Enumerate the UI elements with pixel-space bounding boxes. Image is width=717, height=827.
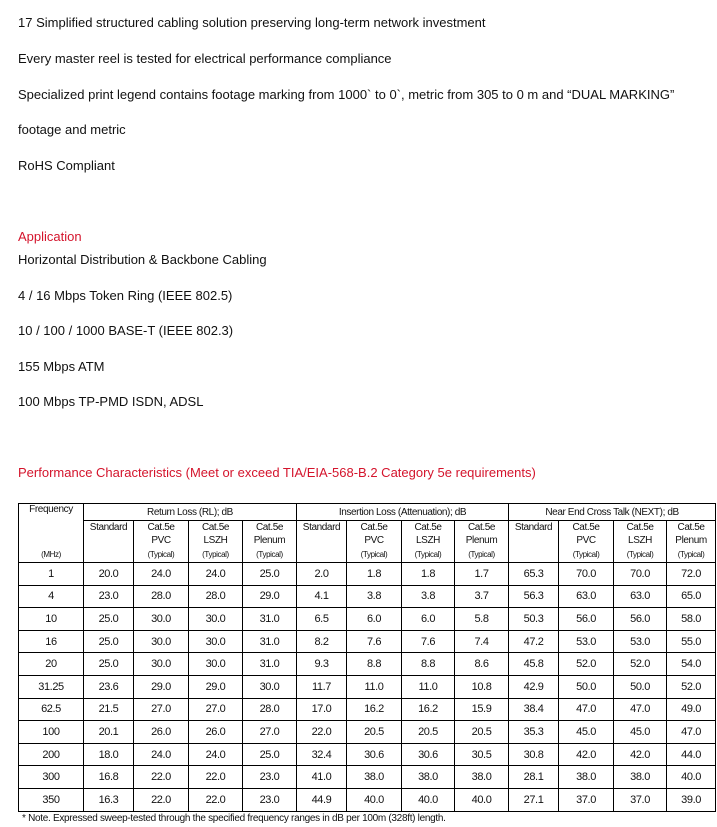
- value-cell: 30.8: [509, 743, 559, 766]
- column-header-line: Cat.5e: [201, 522, 230, 533]
- frequency-cell: 16: [19, 630, 84, 653]
- table-row: [19, 630, 716, 653]
- value-cell: 30.0: [243, 675, 297, 698]
- value-cell: 38.0: [347, 766, 402, 789]
- value-cell: 47.0: [667, 721, 716, 744]
- value-cell: 27.0: [189, 698, 243, 721]
- value-cell: 56.0: [559, 608, 614, 631]
- value-cell: 38.0: [455, 766, 509, 789]
- table-row: [19, 653, 716, 676]
- value-cell: 8.6: [455, 653, 509, 676]
- value-cell: 45.8: [509, 653, 559, 676]
- value-cell: 23.6: [84, 675, 134, 698]
- application-item: 100 Mbps TP-PMD ISDN, ADSL: [18, 394, 204, 409]
- table-footnote: * Note. Expressed sweep-tested through the specified frequency ranges in dB per 100m (328ft) length.: [22, 813, 446, 824]
- column-header-note: (Typical): [347, 547, 402, 563]
- frequency-cell: 20: [19, 653, 84, 676]
- value-cell: 31.0: [243, 653, 297, 676]
- column-header-note: [84, 547, 134, 563]
- column-header-line: LSZH: [203, 535, 228, 546]
- value-cell: 1.8: [402, 563, 455, 586]
- value-cell: 17.0: [297, 698, 347, 721]
- value-cell: 24.0: [189, 743, 243, 766]
- column-header-note: (Typical): [402, 547, 455, 563]
- value-cell: 21.5: [84, 698, 134, 721]
- column-header: [189, 521, 243, 548]
- value-cell: 15.9: [455, 698, 509, 721]
- value-cell: 22.0: [189, 766, 243, 789]
- value-cell: 7.6: [347, 630, 402, 653]
- value-cell: 50.0: [614, 675, 667, 698]
- value-cell: 31.0: [243, 630, 297, 653]
- value-cell: 7.6: [402, 630, 455, 653]
- performance-heading: Performance Characteristics (Meet or exceed TIA/EIA-568-B.2 Category 5e requirements): [18, 465, 536, 480]
- value-cell: 6.0: [402, 608, 455, 631]
- column-header: [614, 521, 667, 548]
- value-cell: 65.3: [509, 563, 559, 586]
- value-cell: 41.0: [297, 766, 347, 789]
- column-header-note: (Typical): [134, 547, 189, 563]
- column-header-line: Cat.5e: [677, 522, 705, 533]
- frequency-cell: 200: [19, 743, 84, 766]
- value-cell: 40.0: [402, 788, 455, 811]
- value-cell: 24.0: [134, 743, 189, 766]
- table-row: [19, 721, 716, 744]
- value-cell: 44.0: [667, 743, 716, 766]
- value-cell: 32.4: [297, 743, 347, 766]
- application-item: 155 Mbps ATM: [18, 359, 105, 374]
- value-cell: 35.3: [509, 721, 559, 744]
- column-header-line: PVC: [151, 535, 171, 546]
- frequency-cell: 350: [19, 788, 84, 811]
- value-cell: 6.0: [347, 608, 402, 631]
- value-cell: 70.0: [559, 563, 614, 586]
- table-row: [19, 675, 716, 698]
- column-header-note: (Typical): [189, 547, 243, 563]
- frequency-cell: 62.5: [19, 698, 84, 721]
- value-cell: 70.0: [614, 563, 667, 586]
- value-cell: 18.0: [84, 743, 134, 766]
- value-cell: 5.8: [455, 608, 509, 631]
- frequency-cell: 300: [19, 766, 84, 789]
- application-item: 4 / 16 Mbps Token Ring (IEEE 802.5): [18, 288, 233, 303]
- value-cell: 22.0: [189, 788, 243, 811]
- feature-line: Every master reel is tested for electrical performance compliance: [18, 51, 392, 66]
- table-row: [19, 698, 716, 721]
- value-cell: 26.0: [134, 721, 189, 744]
- frequency-cell: 1: [19, 563, 84, 586]
- value-cell: 31.0: [243, 608, 297, 631]
- value-cell: 52.0: [667, 675, 716, 698]
- value-cell: 25.0: [84, 630, 134, 653]
- return-loss-header: Return Loss (RL); dB: [84, 504, 297, 521]
- value-cell: 38.0: [559, 766, 614, 789]
- table-row: [19, 743, 716, 766]
- value-cell: 30.5: [455, 743, 509, 766]
- value-cell: 8.8: [402, 653, 455, 676]
- application-item: Horizontal Distribution & Backbone Cabling: [18, 252, 267, 267]
- value-cell: 38.0: [614, 766, 667, 789]
- feature-line: Specialized print legend contains footage marking from 1000` to 0`, metric from 305 to 0 m and “DUAL MARKING”: [18, 87, 675, 102]
- column-header: [134, 521, 189, 548]
- value-cell: 28.0: [134, 585, 189, 608]
- value-cell: 23.0: [243, 788, 297, 811]
- frequency-cell: 4: [19, 585, 84, 608]
- column-header-line: Cat.5e: [572, 522, 600, 533]
- column-header-line: Plenum: [675, 535, 707, 546]
- column-header: [559, 521, 614, 548]
- column-header-line: Plenum: [253, 535, 286, 546]
- column-header-line: LSZH: [628, 535, 653, 546]
- value-cell: 50.3: [509, 608, 559, 631]
- value-cell: 42.9: [509, 675, 559, 698]
- value-cell: 22.0: [134, 788, 189, 811]
- table-row: [19, 585, 716, 608]
- column-header: [84, 521, 134, 548]
- value-cell: 22.0: [134, 766, 189, 789]
- value-cell: 7.4: [455, 630, 509, 653]
- value-cell: 28.0: [189, 585, 243, 608]
- value-cell: 20.5: [347, 721, 402, 744]
- value-cell: 65.0: [667, 585, 716, 608]
- value-cell: 63.0: [614, 585, 667, 608]
- column-header: [509, 521, 559, 548]
- value-cell: 3.8: [347, 585, 402, 608]
- value-cell: 11.0: [402, 675, 455, 698]
- value-cell: 30.6: [402, 743, 455, 766]
- value-cell: 29.0: [134, 675, 189, 698]
- column-header-note: (Typical): [667, 547, 716, 563]
- value-cell: 30.6: [347, 743, 402, 766]
- value-cell: 30.0: [134, 653, 189, 676]
- value-cell: 26.0: [189, 721, 243, 744]
- value-cell: 30.0: [189, 630, 243, 653]
- feature-line: RoHS Compliant: [18, 158, 115, 173]
- value-cell: 42.0: [559, 743, 614, 766]
- frequency-cell: 100: [19, 721, 84, 744]
- value-cell: 53.0: [614, 630, 667, 653]
- column-header: [402, 521, 455, 548]
- column-header-line: Standard: [514, 522, 553, 533]
- value-cell: 1.8: [347, 563, 402, 586]
- value-cell: 3.8: [402, 585, 455, 608]
- value-cell: 58.0: [667, 608, 716, 631]
- column-header-line: Cat.5e: [626, 522, 654, 533]
- value-cell: 37.0: [614, 788, 667, 811]
- value-cell: 20.5: [455, 721, 509, 744]
- value-cell: 52.0: [559, 653, 614, 676]
- column-header-line: Cat.5e: [467, 522, 496, 533]
- value-cell: 50.0: [559, 675, 614, 698]
- feature-line: footage and metric: [18, 122, 126, 137]
- insertion-loss-header: Insertion Loss (Attenuation); dB: [297, 504, 509, 521]
- value-cell: 40.0: [347, 788, 402, 811]
- value-cell: 42.0: [614, 743, 667, 766]
- value-cell: 27.0: [134, 698, 189, 721]
- value-cell: 39.0: [667, 788, 716, 811]
- column-header: [347, 521, 402, 548]
- value-cell: 30.0: [134, 608, 189, 631]
- feature-line: 17 Simplified structured cabling solution preserving long-term network investment: [18, 15, 486, 30]
- value-cell: 38.4: [509, 698, 559, 721]
- application-heading: Application: [18, 229, 82, 244]
- value-cell: 29.0: [243, 585, 297, 608]
- value-cell: 25.0: [84, 608, 134, 631]
- column-header-line: Cat.5e: [360, 522, 388, 533]
- value-cell: 24.0: [189, 563, 243, 586]
- value-cell: 45.0: [559, 721, 614, 744]
- column-header-line: PVC: [364, 535, 384, 546]
- application-item: 10 / 100 / 1000 BASE-T (IEEE 802.3): [18, 323, 234, 338]
- value-cell: 40.0: [455, 788, 509, 811]
- value-cell: 16.2: [402, 698, 455, 721]
- value-cell: 20.5: [402, 721, 455, 744]
- value-cell: 52.0: [614, 653, 667, 676]
- frequency-header: Frequency: [19, 504, 84, 548]
- value-cell: 30.0: [189, 653, 243, 676]
- value-cell: 24.0: [134, 563, 189, 586]
- value-cell: 4.1: [297, 585, 347, 608]
- table-row: [19, 608, 716, 631]
- column-header-note: (Typical): [559, 547, 614, 563]
- value-cell: 63.0: [559, 585, 614, 608]
- value-cell: 56.0: [614, 608, 667, 631]
- value-cell: 16.2: [347, 698, 402, 721]
- frequency-cell: 31.25: [19, 675, 84, 698]
- value-cell: 37.0: [559, 788, 614, 811]
- performance-table: [18, 503, 716, 812]
- value-cell: 54.0: [667, 653, 716, 676]
- value-cell: 56.3: [509, 585, 559, 608]
- column-header-note: (Typical): [614, 547, 667, 563]
- value-cell: 29.0: [189, 675, 243, 698]
- value-cell: 10.8: [455, 675, 509, 698]
- frequency-cell: 10: [19, 608, 84, 631]
- value-cell: 8.2: [297, 630, 347, 653]
- column-header-note: [509, 547, 559, 563]
- column-header: [297, 521, 347, 548]
- table-row: [19, 788, 716, 811]
- value-cell: 47.2: [509, 630, 559, 653]
- column-header: [243, 521, 297, 548]
- value-cell: 16.3: [84, 788, 134, 811]
- column-header-line: LSZH: [416, 535, 440, 546]
- value-cell: 30.0: [134, 630, 189, 653]
- value-cell: 20.1: [84, 721, 134, 744]
- value-cell: 27.1: [509, 788, 559, 811]
- value-cell: 44.9: [297, 788, 347, 811]
- column-header-note: (Typical): [243, 547, 297, 563]
- value-cell: 45.0: [614, 721, 667, 744]
- column-header-line: Standard: [302, 522, 341, 533]
- value-cell: 38.0: [402, 766, 455, 789]
- column-header: [455, 521, 509, 548]
- value-cell: 23.0: [243, 766, 297, 789]
- column-header-line: Cat.5e: [147, 522, 175, 533]
- value-cell: 53.0: [559, 630, 614, 653]
- value-cell: 8.8: [347, 653, 402, 676]
- next-header: Near End Cross Talk (NEXT); dB: [509, 504, 716, 521]
- table-row: [19, 563, 716, 586]
- column-header-line: PVC: [576, 535, 596, 546]
- frequency-unit: (MHz): [19, 547, 84, 563]
- value-cell: 2.0: [297, 563, 347, 586]
- value-cell: 16.8: [84, 766, 134, 789]
- value-cell: 28.1: [509, 766, 559, 789]
- value-cell: 47.0: [559, 698, 614, 721]
- column-header-line: Cat.5e: [414, 522, 442, 533]
- value-cell: 55.0: [667, 630, 716, 653]
- value-cell: 40.0: [667, 766, 716, 789]
- column-header-line: Plenum: [465, 535, 498, 546]
- value-cell: 49.0: [667, 698, 716, 721]
- table-row: [19, 766, 716, 789]
- value-cell: 11.7: [297, 675, 347, 698]
- column-header-note: [297, 547, 347, 563]
- column-header: [667, 521, 716, 548]
- value-cell: 3.7: [455, 585, 509, 608]
- value-cell: 20.0: [84, 563, 134, 586]
- value-cell: 27.0: [243, 721, 297, 744]
- value-cell: 72.0: [667, 563, 716, 586]
- value-cell: 30.0: [189, 608, 243, 631]
- value-cell: 11.0: [347, 675, 402, 698]
- value-cell: 25.0: [243, 563, 297, 586]
- value-cell: 25.0: [84, 653, 134, 676]
- column-header-note: (Typical): [455, 547, 509, 563]
- column-header-line: Standard: [89, 522, 128, 533]
- value-cell: 22.0: [297, 721, 347, 744]
- value-cell: 28.0: [243, 698, 297, 721]
- value-cell: 47.0: [614, 698, 667, 721]
- value-cell: 25.0: [243, 743, 297, 766]
- value-cell: 1.7: [455, 563, 509, 586]
- value-cell: 23.0: [84, 585, 134, 608]
- value-cell: 9.3: [297, 653, 347, 676]
- column-header-line: Cat.5e: [255, 522, 284, 533]
- value-cell: 6.5: [297, 608, 347, 631]
